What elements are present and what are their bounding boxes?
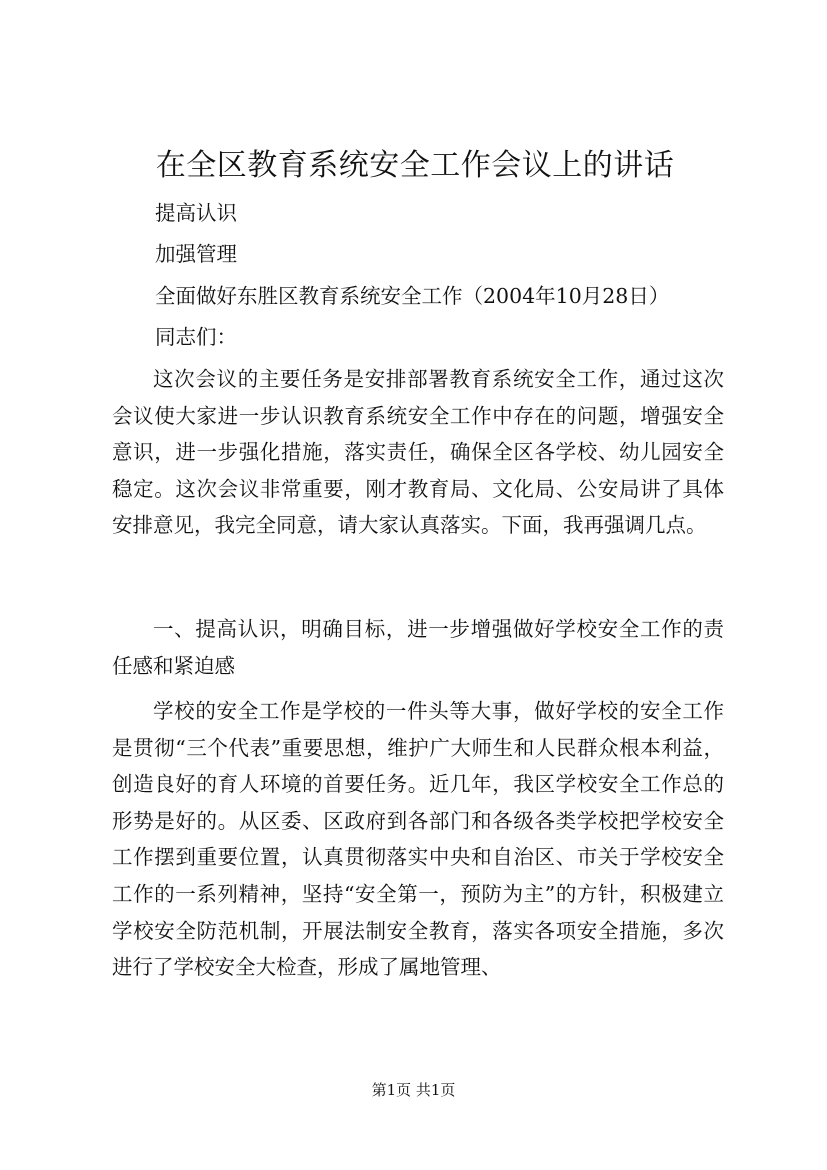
page-footer: 第1页 共1页	[371, 1081, 456, 1099]
subtitle-full-title: 全面做好东胜区教育系统安全工作（2004年10月28日）	[155, 284, 670, 308]
paragraph-intro: 这次会议的主要任务是安排部署教育系统安全工作，通过这次会议使大家进一步认识教育系统安全工作中存在的问题，增强安全意识，进一步强化措施，落实责任，确保全区各学校、幼儿园安全稳定。这次会议非常重要，刚才教育局、文化局、公安局讲了具体安排意见，我完全同意，请大家认真落实。下面，我再强调几点。	[112, 367, 724, 538]
subtitle-strengthen-management: 加强管理	[155, 242, 237, 266]
subtitle-raise-awareness: 提高认识	[155, 201, 237, 225]
document-title: 在全区教育系统安全工作会议上的讲话	[155, 148, 675, 183]
paragraph-safety-status: 学校的安全工作是学校的一件头等大事，做好学校的安全工作是贯彻“三个代表”重要思想，维护广大师生和人民群众根本利益，创造良好的育人环境的首要任务。近几年，我区学校安全工作总的形势是好的。从区委、区政府到各部门和各级各类学校把学校安全工作摆到重要位置，认真贯彻落实中央和自治区、市关于学校安全工作的一系列精神，坚持“安全第一，预防为主”的方针，积极建立学校安全防范机制，开展法制安全教育，落实各项安全措施，多次进行了学校安全大检查，形成了属地管理、	[112, 699, 724, 980]
section-heading-1: 一、提高认识，明确目标，进一步增强做好学校安全工作的责任感和紧迫感	[112, 617, 724, 678]
salutation: 同志们：	[155, 325, 237, 349]
